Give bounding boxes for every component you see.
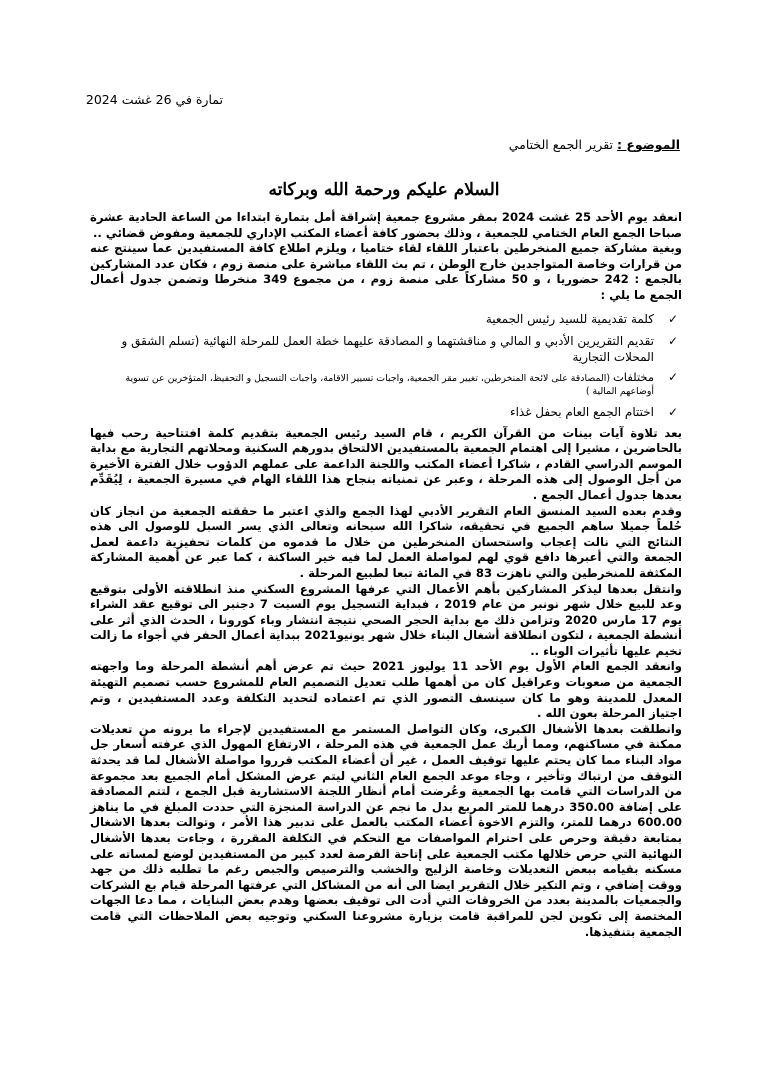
greeting: السلام عليكم ورحمة الله وبركاته	[268, 180, 500, 200]
agenda-item-text: تقديم التقريرين الأدبي و المالي و مناقشتهما و المصادقة عليهما خطة العمل للمرحلة النهائية (تسلم الشقق و المحلات التجارية	[121, 333, 654, 364]
agenda-item-text: كلمة تقديمية للسيد رئيس الجمعية	[485, 311, 654, 326]
agenda-item	[90, 333, 678, 365]
subject-label: الموضوع :	[616, 137, 680, 152]
intro-paragraph-2: وبغية مشاركة جميع المنخرطين باعتبار اللقاء لقاء ختاميا ، ويلزم اطلاع كافة المستفيدين عما سينتج عنه من قرارات وخاصة المتواجدين خارج الوطن ، تم بث اللقاء مباشرة على منصة زوم ، فكان عدد المشاركين بالجمع : 242 حضوريا ، و 50 مشاركاً على منصة زوم ، من مجموع 349 منخرطا وتضمن جدول أعمال الجمع ما يلي :	[90, 241, 682, 302]
agenda-item	[90, 404, 678, 420]
check-icon: ✓	[667, 333, 678, 348]
document-subject	[509, 137, 680, 152]
report-paragraph-1: بعد تلاوة آيات بينات من القرآن الكريم ، قام السيد رئيس الجمعية بتقديم كلمة افتتاحية رحب فيها بالحاضرين ، مشيرا إلى اهتمام الجمعية بالمستفيدين الالتحاق بدورهم السكنية ومحلاتهم التجارية مع بداية الموسم الدراسي القادم ، شاكرا أعضاء المكتب واللجنة الداعمة على عملهم الدؤوب خلال الفترة الأخيرة من أجل الوصول إلى هذه المرحلة ، وعبر عن تمنياته بنجاح هذا اللقاء الهام في مسيرة الجمعية ، لِيُقَدِّم بعدها جدول أعمال الجمع .	[90, 425, 682, 502]
agenda-item	[90, 311, 678, 327]
report-paragraph-5: وانطلقت بعدها الأشغال الكبرى، وكان التواصل المستمر مع المستفيدين لإجراء ما يرونه من تعديلات ممكنة في مساكنهم، ومما أربك عمل الجمعية في هذه المرحلة ، الارتفاع المهول الذي عرفته أسعار جل مواد البناء مما كان يحتم عليها توقيف العمل ، غير أن أعضاء المكتب قرروا مواصلة الأشغال لما قد يحدثة التوقف من ارتباك وتأخير ، وجاء موعد الجمع العام الثاني ليتم عرض المشكل أمام الجميع بعد مجموعة من الدراسات التي قامت بها الجمعية وعُرضت أمام أنظار اللجنة الاستشارية قبل الجمع ، لتتم المصادقة على إضافة 350.00 درهما للمتر المربع بدل ما نجم عن الدراسة المنجزة التي حددت المبلغ في ما يناهز 600.00 درهما للمتر، والتزم الاخوة أعضاء المكتب بالعمل على تدبير هذا الأمر ، وتوالت بعدها الاشغال بمتابعة دقيقة وحرص على احترام المواصفات مع التحكم في التكلفة المقررة ، وجاءت بعدها الأشغال النهائية التي حرص خلالها مكتب الجمعية على إتاحة الفرصة لعدد كبير من المستفيدين لوضع لمساته على مسكنه بقيامه ببعض التعديلات وخاصة الزليج والخشب والترصيص والجبص رغم ما تطلبه ذلك من جهد ووقت إضافي ، وتم التكير خلال التقرير ايضا الى أنه من المشاكل التي عرفتها المرحلة قيام بع الشركات والجمعيات بالمدينة بعدد من الخروقات التي أدت الى توقيف بعضها وهدم بعض البنايات ، مما دعا الجهات المختصة إلى تكوين لجن للمراقبة قامت بزيارة مشروعنا السكني وتوجيه بعض الملاحظات التي قامت الجمعية بتنفيذها.	[90, 721, 682, 939]
report-paragraph-4: وانعقد الجمع العام الأول يوم الأحد 11 يوليوز 2021 حيث تم عرض أهم أنشطة المرحلة وما واجهته الجمعية من صعوبات وعراقيل كان من أهمها طلب تعديل التصميم العام للمشروع حسب تصميم التهيئة المعدل للمدينة وهو ما كان سينسف التصور الذي تم اعتماده لتحديد التكلفة وعدد المستفيدين ، وتم اجتياز المرحلة بعون الله .	[90, 659, 682, 721]
agenda-item	[90, 369, 678, 398]
check-icon: ✓	[667, 311, 678, 326]
report-paragraph-3: وانتقل بعدها ليذكر المشاركين بأهم الأعمال التي عرفها المشروع السكني منذ انطلاقته الأولى بتوقيع وعد للبيع خلال شهر نونبر من عام 2019 ، فبداية التسجيل يوم السبت 7 دجنبر الى توقيع عقد الشراء يوم 17 مارس 2020 وتزامن ذلك مع بداية الحجر الصحي نتيجة انتشار وباء كورونا ، الحدث الذي أثر على أنشطة الجمعية ، لتكون انطلاقة أشغال البناء خلال شهر يونيو2021 ببداية أعمال الحفر في أجواء ما زالت تخيم عليها تأثيرات الوباء ..	[90, 581, 683, 658]
check-icon: ✓	[667, 369, 678, 384]
check-icon: ✓	[667, 404, 678, 419]
report-paragraph-2: وقدم بعده السيد المنسق العام التقرير الأدبي لهذا الجمع والذي اعتبر ما حققته الجمعية من انجاز كان حُلماً جميلا ساهم الجميع في تحقيقه، شاكرا الله سبحانه وتعالى الذي يسر السبل للوصول الى هذه النتائج التي نالت إعجاب واستحسان المنخرطين من خلال ما قدموه من كلمات تحفيزية داعمة لعمل الجمعة والتي أعبرها دافع قوي لهم لمواصلة العمل لما فيه خير الساكنة ، كما عبر عن أهمية المشاركة المكثفة للمنخرطين والتي ناهزت 83 في المائة تبعا لطبيع المرحلة .	[90, 503, 682, 580]
agenda-item-text: (المصادقة على لائحة المنخرطين، تغيير مقر الجمعية، واجبات تسيير الاقامة، واجبات التسجيل و التحفيظ، المتؤخرين عن تسوية أوضاعهم المالية )	[125, 372, 654, 397]
agenda-item-lead: مختلفات	[612, 369, 654, 384]
subject-text: تقرير الجمع الختامي	[508, 137, 613, 152]
document-date: تمارة في 26 غشت 2024	[85, 92, 223, 107]
agenda-list	[90, 311, 682, 420]
intro-paragraph-1: انعقد يوم الأحد 25 غشت 2024 بمقر مشروع جمعية إشراقة أمل بتمارة ابتداءا من الساعة الحادية عشرة صباحا الجمع العام الختامي للجمعية ، وذلك بحضور كافة أعضاء المكتب الإداري للجمعية ومفوض قضائي ..	[90, 210, 682, 240]
agenda-item-text: اختتام الجمع العام بحفل غذاء	[509, 404, 654, 419]
report-body	[90, 210, 682, 940]
